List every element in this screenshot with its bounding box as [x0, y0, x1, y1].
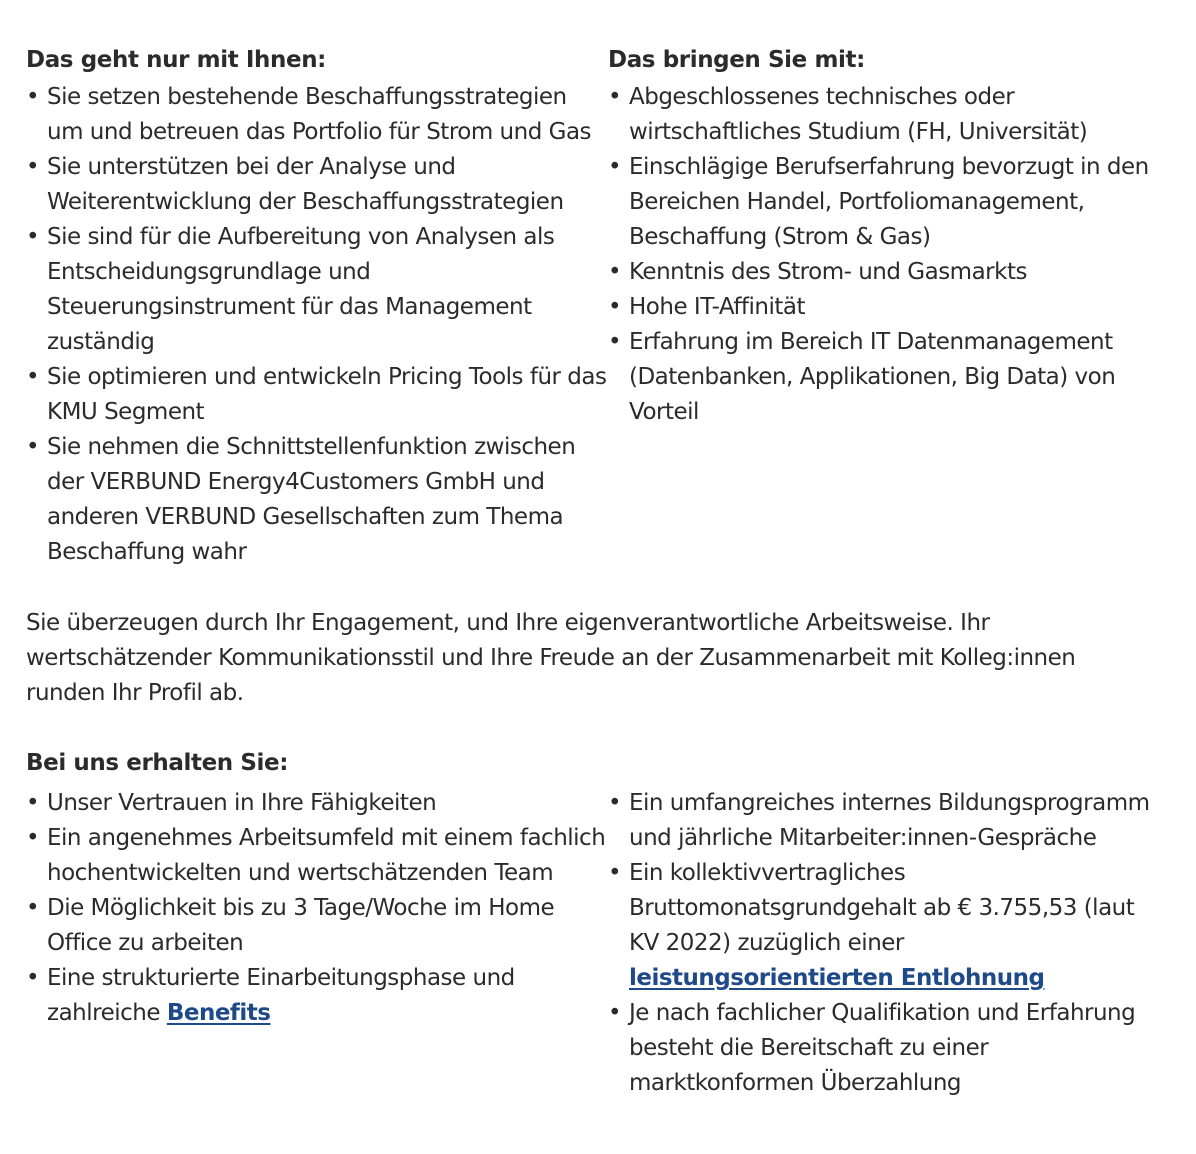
- list-item: • Sie optimieren und entwickeln Pricing Tools für das KMU Segment: [47, 360, 608, 430]
- requirements-section: [608, 43, 1168, 570]
- list-item: • Abgeschlossenes technisches oder wirtschaftliches Studium (FH, Universität): [629, 80, 1168, 150]
- list-item: [47, 961, 608, 1031]
- benefits-list-left: [26, 786, 608, 1031]
- list-item: • Ein angenehmes Arbeitsumfeld mit einem fachlich hochentwickelten und wertschätzenden Team: [47, 821, 608, 891]
- benefits-heading: Bei uns erhalten Sie:: [26, 750, 289, 776]
- benefits-list-right: [608, 786, 1168, 1101]
- performance-pay-link[interactable]: leistungsorientierten Entlohnung: [629, 965, 1045, 991]
- duties-requirements-row: [26, 0, 1196, 570]
- benefits-link[interactable]: Benefits: [166, 1000, 271, 1026]
- profile-paragraph: Sie überzeugen durch Ihr Engagement, und Ihre eigenverantwortliche Arbeitsweise. Ihr wertschätzender Kommunikationsstil und Ihre Freude an der Zusammenarbeit mit Kolleg:innen runden Ihr Profil ab.: [26, 610, 1076, 706]
- duties-section: [26, 43, 608, 570]
- list-item: • Erfahrung im Bereich IT Datenmanagement (Datenbanken, Applikationen, Big Data) von Vorteil: [629, 325, 1168, 430]
- requirements-list: [608, 80, 1168, 430]
- benefits-section: [26, 711, 1196, 1101]
- benefits-row: [26, 786, 1196, 1101]
- list-item: • Je nach fachlicher Qualifikation und Erfahrung besteht die Bereitschaft zu einer marktkonformen Überzahlung: [629, 996, 1168, 1101]
- list-item: • Sie nehmen die Schnittstellenfunktion zwischen der VERBUND Energy4Customers GmbH und anderen VERBUND Gesellschaften zum Thema Beschaffung wahr: [47, 430, 608, 570]
- list-item: • Sie sind für die Aufbereitung von Analysen als Entscheidungsgrundlage und Steuerungsinstrument für das Management zuständig: [47, 220, 608, 360]
- list-item: • Ein umfangreiches internes Bildungsprogramm und jährliche Mitarbeiter:innen-Gespräche: [629, 786, 1168, 856]
- list-item: • Die Möglichkeit bis zu 3 Tage/Woche im Home Office zu arbeiten: [47, 891, 608, 961]
- duties-heading: Das geht nur mit Ihnen:: [26, 47, 326, 73]
- requirements-heading: Das bringen Sie mit:: [608, 47, 865, 73]
- list-item-text: Ein kollektivvertragliches Bruttomonatsgrundgehalt ab € 3.755,53 (laut KV 2022) zuzüglich einer: [629, 860, 1135, 956]
- list-item: [629, 856, 1168, 996]
- benefits-left-column: [26, 786, 608, 1101]
- list-item-text: Eine strukturierte Einarbeitungsphase und zahlreiche: [47, 965, 515, 1026]
- duties-list: [26, 80, 608, 570]
- list-item: • Einschlägige Berufserfahrung bevorzugt in den Bereichen Handel, Portfoliomanagement, Beschaffung (Strom & Gas): [629, 150, 1168, 255]
- list-item: • Sie setzen bestehende Beschaffungsstrategien um und betreuen das Portfolio für Strom und Gas: [47, 80, 608, 150]
- list-item: • Kenntnis des Strom- und Gasmarkts: [629, 255, 1168, 290]
- benefits-right-column: [608, 786, 1168, 1101]
- list-item: • Unser Vertrauen in Ihre Fähigkeiten: [47, 786, 608, 821]
- list-item: • Hohe IT-Affinität: [629, 290, 1168, 325]
- list-item: • Sie unterstützen bei der Analyse und Weiterentwicklung der Beschaffungsstrategien: [47, 150, 608, 220]
